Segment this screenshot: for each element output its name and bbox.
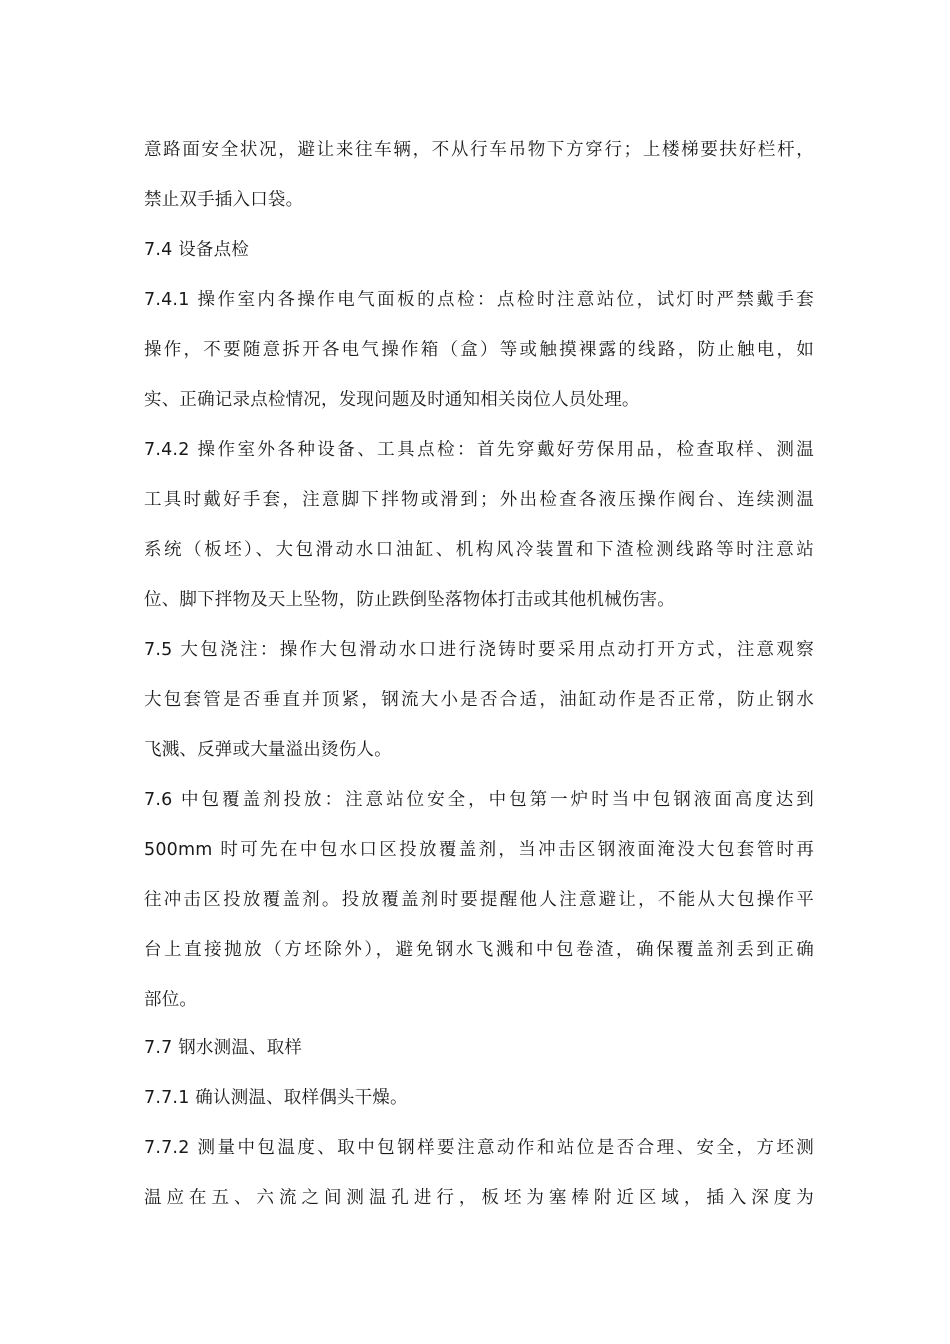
text-line: 部位。	[144, 990, 198, 1010]
text-line: 台上直接抛放（方坯除外），避免钢水飞溅和中包卷渣，确保覆盖剂丢到正确	[144, 940, 814, 960]
section-heading: 7.7 钢水测温、取样	[144, 1038, 303, 1058]
text-line: 意路面安全状况，避让来往车辆，不从行车吊物下方穿行；上楼梯要扶好栏杆，	[144, 140, 814, 160]
text-line: 温应在五、六流之间测温孔进行，板坯为塞棒附近区域，插入深度为	[144, 1188, 814, 1208]
text-line: 7.4.1 操作室内各操作电气面板的点检：点检时注意站位，试灯时严禁戴手套	[144, 290, 814, 310]
text-line: 7.7.2 测量中包温度、取中包钢样要注意动作和站位是否合理、安全，方坯测	[144, 1138, 814, 1158]
text-line: 大包套管是否垂直并顶紧，钢流大小是否合适，油缸动作是否正常，防止钢水	[144, 690, 814, 710]
text-line: 7.7.1 确认测温、取样偶头干燥。	[144, 1088, 408, 1108]
text-line: 禁止双手插入口袋。	[144, 190, 304, 210]
text-line: 位、脚下拌物及天上坠物，防止跌倒坠落物体打击或其他机械伤害。	[144, 590, 675, 610]
text-line: 飞溅、反弹或大量溢出烫伤人。	[144, 740, 392, 760]
text-line: 7.4.2 操作室外各种设备、工具点检：首先穿戴好劳保用品，检查取样、测温	[144, 440, 814, 460]
text-line: 工具时戴好手套，注意脚下拌物或滑到；外出检查各液压操作阀台、连续测温	[144, 490, 814, 510]
text-line: 系统（板坯）、大包滑动水口油缸、机构风冷装置和下渣检测线路等时注意站	[144, 540, 814, 560]
text-line: 操作，不要随意拆开各电气操作箱（盒）等或触摸裸露的线路，防止触电，如	[144, 340, 814, 360]
text-line: 实、正确记录点检情况，发现问题及时通知相关岗位人员处理。	[144, 390, 640, 410]
text-line: 往冲击区投放覆盖剂。投放覆盖剂时要提醒他人注意避让，不能从大包操作平	[144, 890, 814, 910]
text-line: 7.6 中包覆盖剂投放：注意站位安全，中包第一炉时当中包钢液面高度达到	[144, 790, 814, 810]
text-line: 7.5 大包浇注：操作大包滑动水口进行浇铸时要采用点动打开方式，注意观察	[144, 640, 814, 660]
text-line: 500mm 时可先在中包水口区投放覆盖剂，当冲击区钢液面淹没大包套管时再	[144, 840, 814, 860]
section-heading: 7.4 设备点检	[144, 240, 249, 260]
